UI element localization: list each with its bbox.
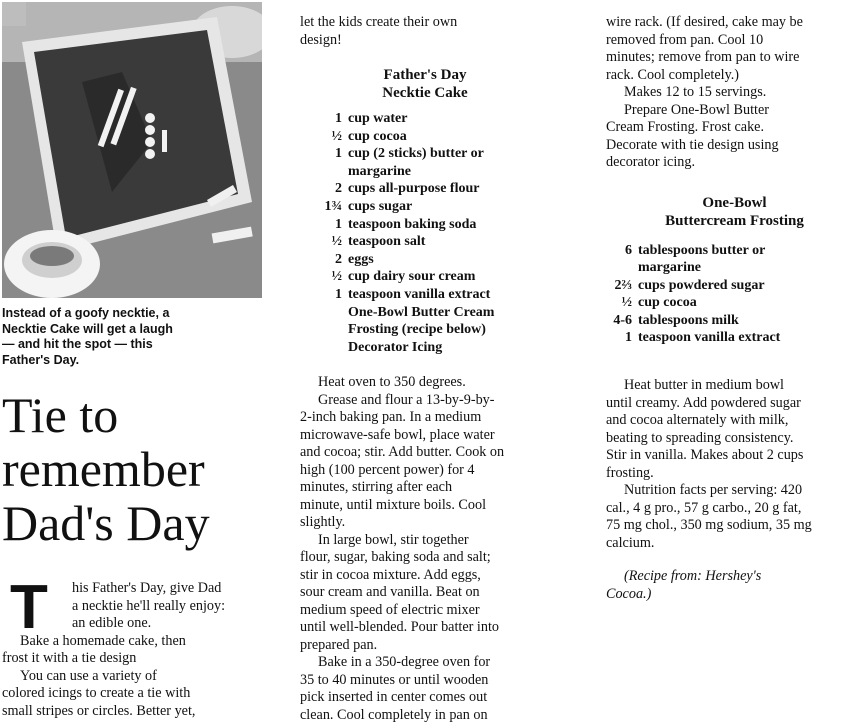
ingredient-text: cup dairy sour cream <box>348 269 476 285</box>
text-line: let the kids create their own <box>300 14 458 30</box>
ingredient-row <box>300 163 550 181</box>
intro-continuation <box>300 14 550 49</box>
headline-line: Tie to <box>2 387 119 443</box>
ingredient-row <box>606 294 863 312</box>
ingredient-row <box>300 321 550 339</box>
recipe-title-necktie-cake <box>300 67 550 102</box>
ingredient-row <box>300 128 550 146</box>
method-line: Heat butter in medium bowl <box>624 377 784 394</box>
intro-line: a necktie he'll really enjoy: <box>72 597 226 614</box>
ingredient-text: Decorator Icing <box>348 339 443 355</box>
method-line: sour cream and vanilla. Beat on <box>300 584 480 601</box>
ingredient-qty: 2 <box>335 181 342 197</box>
ingredient-qty: 1 <box>335 216 342 232</box>
frosting-method <box>606 377 863 552</box>
headline-line: remember <box>2 441 205 497</box>
text-line: wire rack. (If desired, cake may be <box>606 14 803 30</box>
ingredient-row <box>300 233 550 251</box>
ingredient-text: cups powdered sugar <box>638 277 765 293</box>
drop-cap: T <box>10 573 48 642</box>
ingredient-text: teaspoon vanilla extract <box>638 330 781 346</box>
ingredient-qty <box>300 304 348 322</box>
method-line: microwave-safe bowl, place water <box>300 426 495 443</box>
intro-line: You can use a variety of <box>20 667 157 684</box>
ingredient-text: tablespoons butter or <box>638 242 766 258</box>
intro-line: an edible one. <box>72 615 152 631</box>
ingredient-qty: 4-6 <box>613 312 632 328</box>
column-3 <box>606 0 863 603</box>
ingredient-qty: 2 <box>335 251 342 267</box>
recipe-title-frosting <box>606 194 863 230</box>
text-line: rack. Cool completely.) <box>606 66 740 83</box>
method-line: stir in cocoa mixture. Add eggs, <box>300 566 481 583</box>
ingredient-text: margarine <box>638 260 701 276</box>
method-line: flour, sugar, baking soda and salt; <box>300 549 491 566</box>
intro-text <box>2 573 270 720</box>
method-line: Nutrition facts per serving: 420 <box>624 482 803 499</box>
method-line: 35 to 40 minutes or until wooden <box>300 671 489 688</box>
ingredient-qty: 1 <box>335 111 342 126</box>
title-line: One-Bowl <box>702 194 767 211</box>
method-line: calcium. <box>606 534 655 551</box>
method-line: Heat oven to 350 degrees. <box>318 374 466 391</box>
ingredient-row <box>606 242 863 260</box>
ingredient-row <box>300 268 550 286</box>
ingredient-row <box>300 286 550 304</box>
ingredient-qty: 1 <box>625 330 632 346</box>
ingredient-row <box>606 312 863 330</box>
method-line: medium speed of electric mixer <box>300 601 480 618</box>
ingredient-text: teaspoon salt <box>348 234 426 250</box>
ingredient-text: margarine <box>348 163 411 179</box>
intro-line: Bake a homemade cake, then <box>20 632 186 649</box>
text-line: decorator icing. <box>606 154 696 170</box>
intro-line: colored icings to create a tie with <box>2 685 191 701</box>
recipe-credit <box>606 568 863 603</box>
method-line: high (100 percent power) for 4 <box>300 461 475 478</box>
ingredient-qty: ½ <box>621 295 632 311</box>
headline <box>2 388 272 550</box>
ingredient-qty: 1¾ <box>324 198 342 214</box>
ingredient-row <box>606 329 863 347</box>
caption-line: Instead of a goofy necktie, a <box>2 306 170 320</box>
method-line: Stir in vanilla. Makes about 2 cups <box>606 447 804 464</box>
ingredient-text: cup water <box>348 111 408 126</box>
ingredient-text: teaspoon vanilla extract <box>348 286 491 302</box>
ingredient-text: cup cocoa <box>638 295 697 311</box>
text-line: Prepare One-Bowl Butter <box>624 101 769 118</box>
ingredient-list <box>300 110 550 356</box>
headline-line: Dad's Day <box>2 495 210 551</box>
cake-photo <box>2 2 262 298</box>
ingredient-qty: ½ <box>331 128 342 144</box>
frosting-ingredient-list <box>606 242 863 348</box>
ingredient-qty: 1 <box>335 286 342 302</box>
ingredient-qty <box>300 321 348 339</box>
method-line: and cocoa; stir. Add butter. Cook on <box>300 444 505 461</box>
ingredient-text: cups sugar <box>348 198 413 214</box>
method-continuation <box>606 14 863 172</box>
text-line: Decorate with tie design using <box>606 136 779 153</box>
title-line: Buttercream Frosting <box>665 212 804 229</box>
ingredient-row <box>300 110 550 128</box>
method-line: Bake in a 350-degree oven for <box>318 654 491 671</box>
ingredient-row <box>606 277 863 295</box>
method-line: 75 mg chol., 350 mg sodium, 35 mg <box>606 517 812 534</box>
caption-line: Necktie Cake will get a laugh <box>2 321 173 336</box>
method-line: minute, until mixture boils. Cool <box>300 496 487 513</box>
method-line: pick inserted in center comes out <box>300 689 488 706</box>
ingredient-text: cup cocoa <box>348 128 407 144</box>
credit-line: (Recipe from: Hershey's <box>624 568 762 585</box>
ingredient-row <box>300 251 550 269</box>
ingredient-text: tablespoons milk <box>638 312 739 328</box>
method-line: Grease and flour a 13-by-9-by- <box>318 391 495 408</box>
ingredient-qty <box>300 163 348 181</box>
ingredient-row <box>300 304 550 322</box>
method-line: cal., 4 g pro., 57 g carbo., 20 g fat, <box>606 499 802 516</box>
ingredient-row <box>300 216 550 234</box>
ingredient-text: Frosting (recipe below) <box>348 322 486 338</box>
method-line: 2-inch baking pan. In a medium <box>300 409 482 426</box>
ingredient-qty <box>606 259 638 277</box>
caption-line: — and hit the spot — this <box>2 337 153 351</box>
text-line: Cream Frosting. Frost cake. <box>606 119 765 135</box>
method-line: slightly. <box>300 514 346 531</box>
cake-method <box>300 374 550 724</box>
method-line: clean. Cool completely in pan on <box>300 706 488 723</box>
ingredient-qty: 2⅔ <box>614 277 632 293</box>
ingredient-row <box>300 145 550 163</box>
method-line: minutes, stirring after each <box>300 479 453 496</box>
title-line: Necktie Cake <box>382 84 468 101</box>
ingredient-qty: ½ <box>331 269 342 285</box>
ingredient-row <box>606 259 863 277</box>
credit-line: Cocoa.) <box>606 585 652 602</box>
method-line: until creamy. Add powdered sugar <box>606 394 801 411</box>
text-line: minutes; remove from pan to wire <box>606 49 800 65</box>
photo-caption <box>2 306 262 368</box>
ingredient-qty <box>300 339 348 357</box>
ingredient-qty: 6 <box>625 242 632 258</box>
ingredient-text: cup (2 sticks) butter or <box>348 146 484 162</box>
ingredient-row <box>300 339 550 357</box>
caption-line: Father's Day. <box>2 352 80 367</box>
ingredient-text: One-Bowl Butter Cream <box>348 304 495 320</box>
text-line: design! <box>300 31 342 48</box>
ingredient-row <box>300 198 550 216</box>
text-line: removed from pan. Cool 10 <box>606 31 764 48</box>
method-line: prepared pan. <box>300 636 378 653</box>
ingredient-qty: ½ <box>331 234 342 250</box>
ingredient-row <box>300 180 550 198</box>
intro-line: frost it with a tie design <box>2 650 137 666</box>
method-line: beating to spreading consistency. <box>606 429 794 446</box>
intro-line: his Father's Day, give Dad <box>72 580 222 596</box>
intro-line: small stripes or circles. Better yet, <box>2 702 196 719</box>
title-line: Father's Day <box>383 67 467 83</box>
ingredient-text: teaspoon baking soda <box>348 216 477 232</box>
ingredient-qty: 1 <box>335 146 342 162</box>
method-line: and cocoa alternately with milk, <box>606 412 789 429</box>
method-line: frosting. <box>606 464 654 481</box>
method-line: In large bowl, stir together <box>318 531 469 548</box>
method-line: until well-blended. Pour batter into <box>300 619 499 636</box>
ingredient-text: eggs <box>348 251 374 267</box>
ingredient-text: cups all-purpose flour <box>348 181 480 197</box>
column-2 <box>300 0 550 724</box>
text-line: Makes 12 to 15 servings. <box>624 84 767 100</box>
